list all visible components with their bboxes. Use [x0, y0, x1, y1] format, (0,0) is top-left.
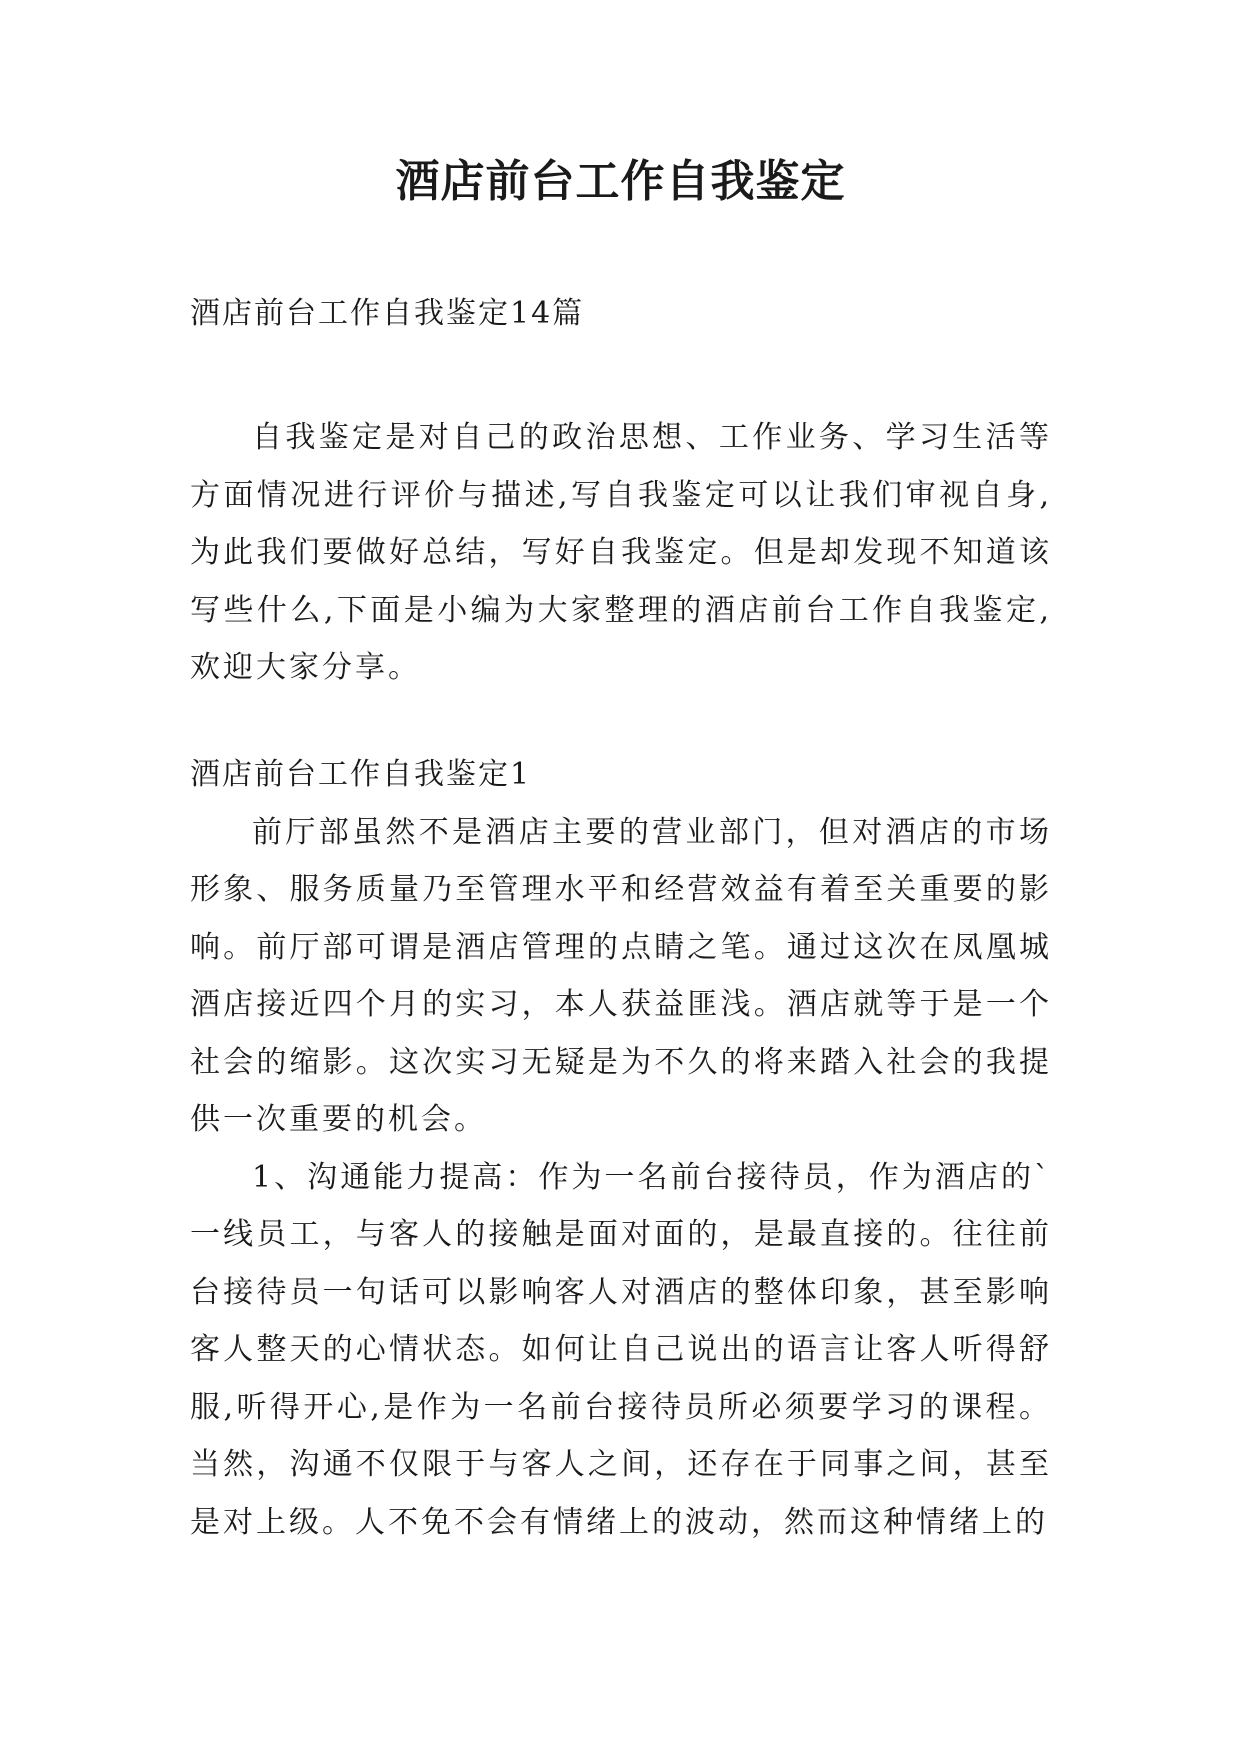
document-subtitle: 酒店前台工作自我鉴定14篇 — [190, 296, 585, 331]
document-title: 酒店前台工作自我鉴定 — [395, 156, 846, 207]
section-1-paragraph-2: 1、沟通能力提高：作为一名前台接待员，作为酒店的`一线员工，与客人的接触是面对面的，是最直接的。往往前台接待员一句话可以影响客人对酒店的整体印象，甚至影响客人整天的心情状态。如何让自己说出的语言让客人听得舒服,听得开心,是作为一名前台接待员所必须要学习的课程。当然，沟通不仅限于与客人之间，还存在于同事之间，甚至是对上级。人不免不会有情绪上的波动，然而这种情绪上的 — [190, 1159, 1052, 1540]
intro-section — [190, 409, 1052, 697]
intro-paragraph: 自我鉴定是对自己的政治思想、工作业务、学习生活等方面情况进行评价与描述,写自我鉴定可以让我们审视自身,为此我们要做好总结，写好自我鉴定。但是却发现不知道该写些什么,下面是小编为大家整理的酒店前台工作自我鉴定,欢迎大家分享。 — [190, 420, 1052, 685]
section-1 — [190, 746, 1052, 1551]
section-1-paragraph-1: 前厅部虽然不是酒店主要的营业部门，但对酒店的市场形象、服务质量乃至管理水平和经营效益有着至关重要的影响。前厅部可谓是酒店管理的点睛之笔。通过这次在凤凰城酒店接近四个月的实习，本人获益匪浅。酒店就等于是一个社会的缩影。这次实习无疑是为不久的将来踏入社会的我提供一次重要的机会。 — [190, 814, 1052, 1137]
section-1-heading: 酒店前台工作自我鉴定1 — [190, 757, 532, 792]
